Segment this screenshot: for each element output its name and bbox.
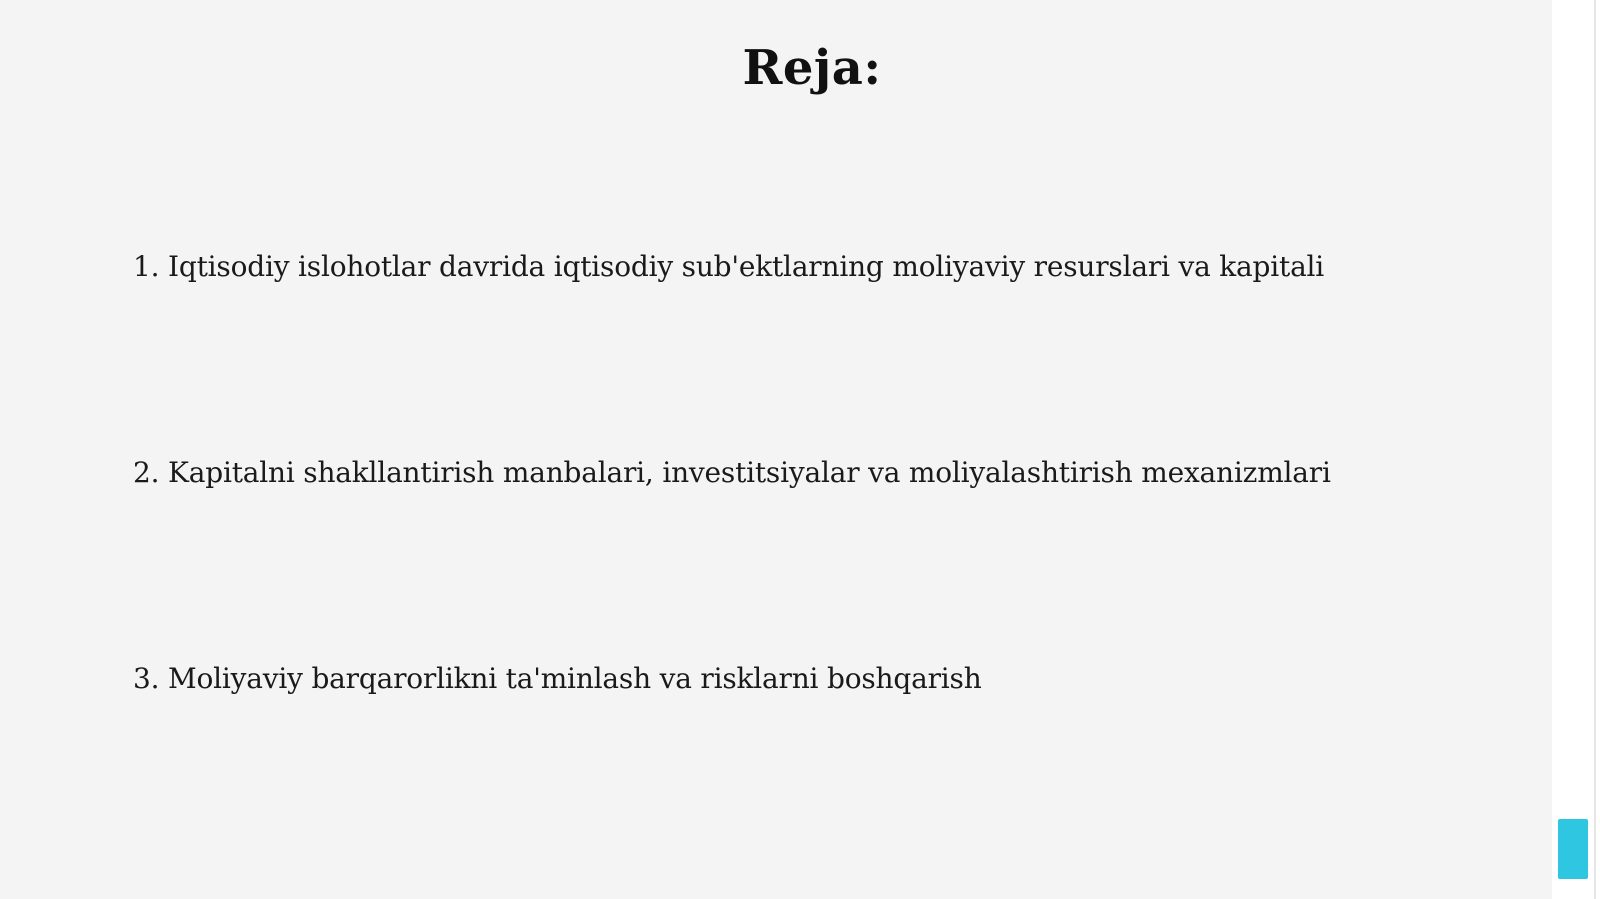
agenda-item-2: 2. Kapitalni shakllantirish manbalari, investitsiyalar va moliyalashtirish mexanizmlari — [133, 456, 1331, 489]
slide-title: Reja: — [742, 40, 882, 96]
agenda-item-1: 1. Iqtisodiy islohotlar davrida iqtisodiy sub'ektlarning moliyaviy resurslari va kapitali — [133, 250, 1325, 283]
agenda-item-3: 3. Moliyaviy barqarorlikni ta'minlash va risklarni boshqarish — [133, 662, 982, 695]
side-panel — [1552, 0, 1600, 899]
side-panel-edge — [1594, 0, 1596, 899]
scrollbar-thumb[interactable] — [1558, 819, 1588, 879]
